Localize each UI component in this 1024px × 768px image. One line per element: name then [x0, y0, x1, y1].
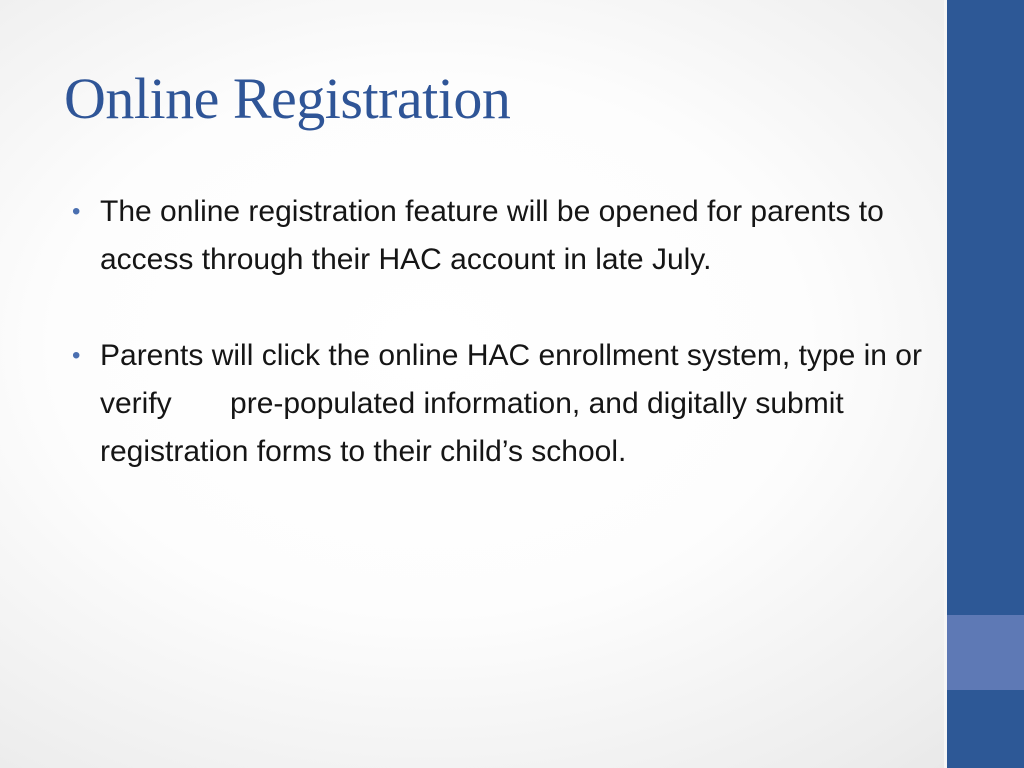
bullet-marker-icon: • [72, 198, 81, 225]
side-accent-block [947, 615, 1024, 690]
bullet-item [72, 332, 932, 476]
bullet-text: The online registration feature will be opened for parents to access through their HAC account in late July. [100, 195, 893, 276]
bullet-text: Parents will click the online HAC enrollment system, type in or verify pre-populated information, and digitally submit registration forms to their child’s school. [100, 339, 931, 468]
bullet-list [72, 188, 932, 524]
bullet-marker-icon: • [72, 342, 81, 369]
bullet-item [72, 188, 932, 284]
slide-title: Online Registration [64, 66, 511, 131]
